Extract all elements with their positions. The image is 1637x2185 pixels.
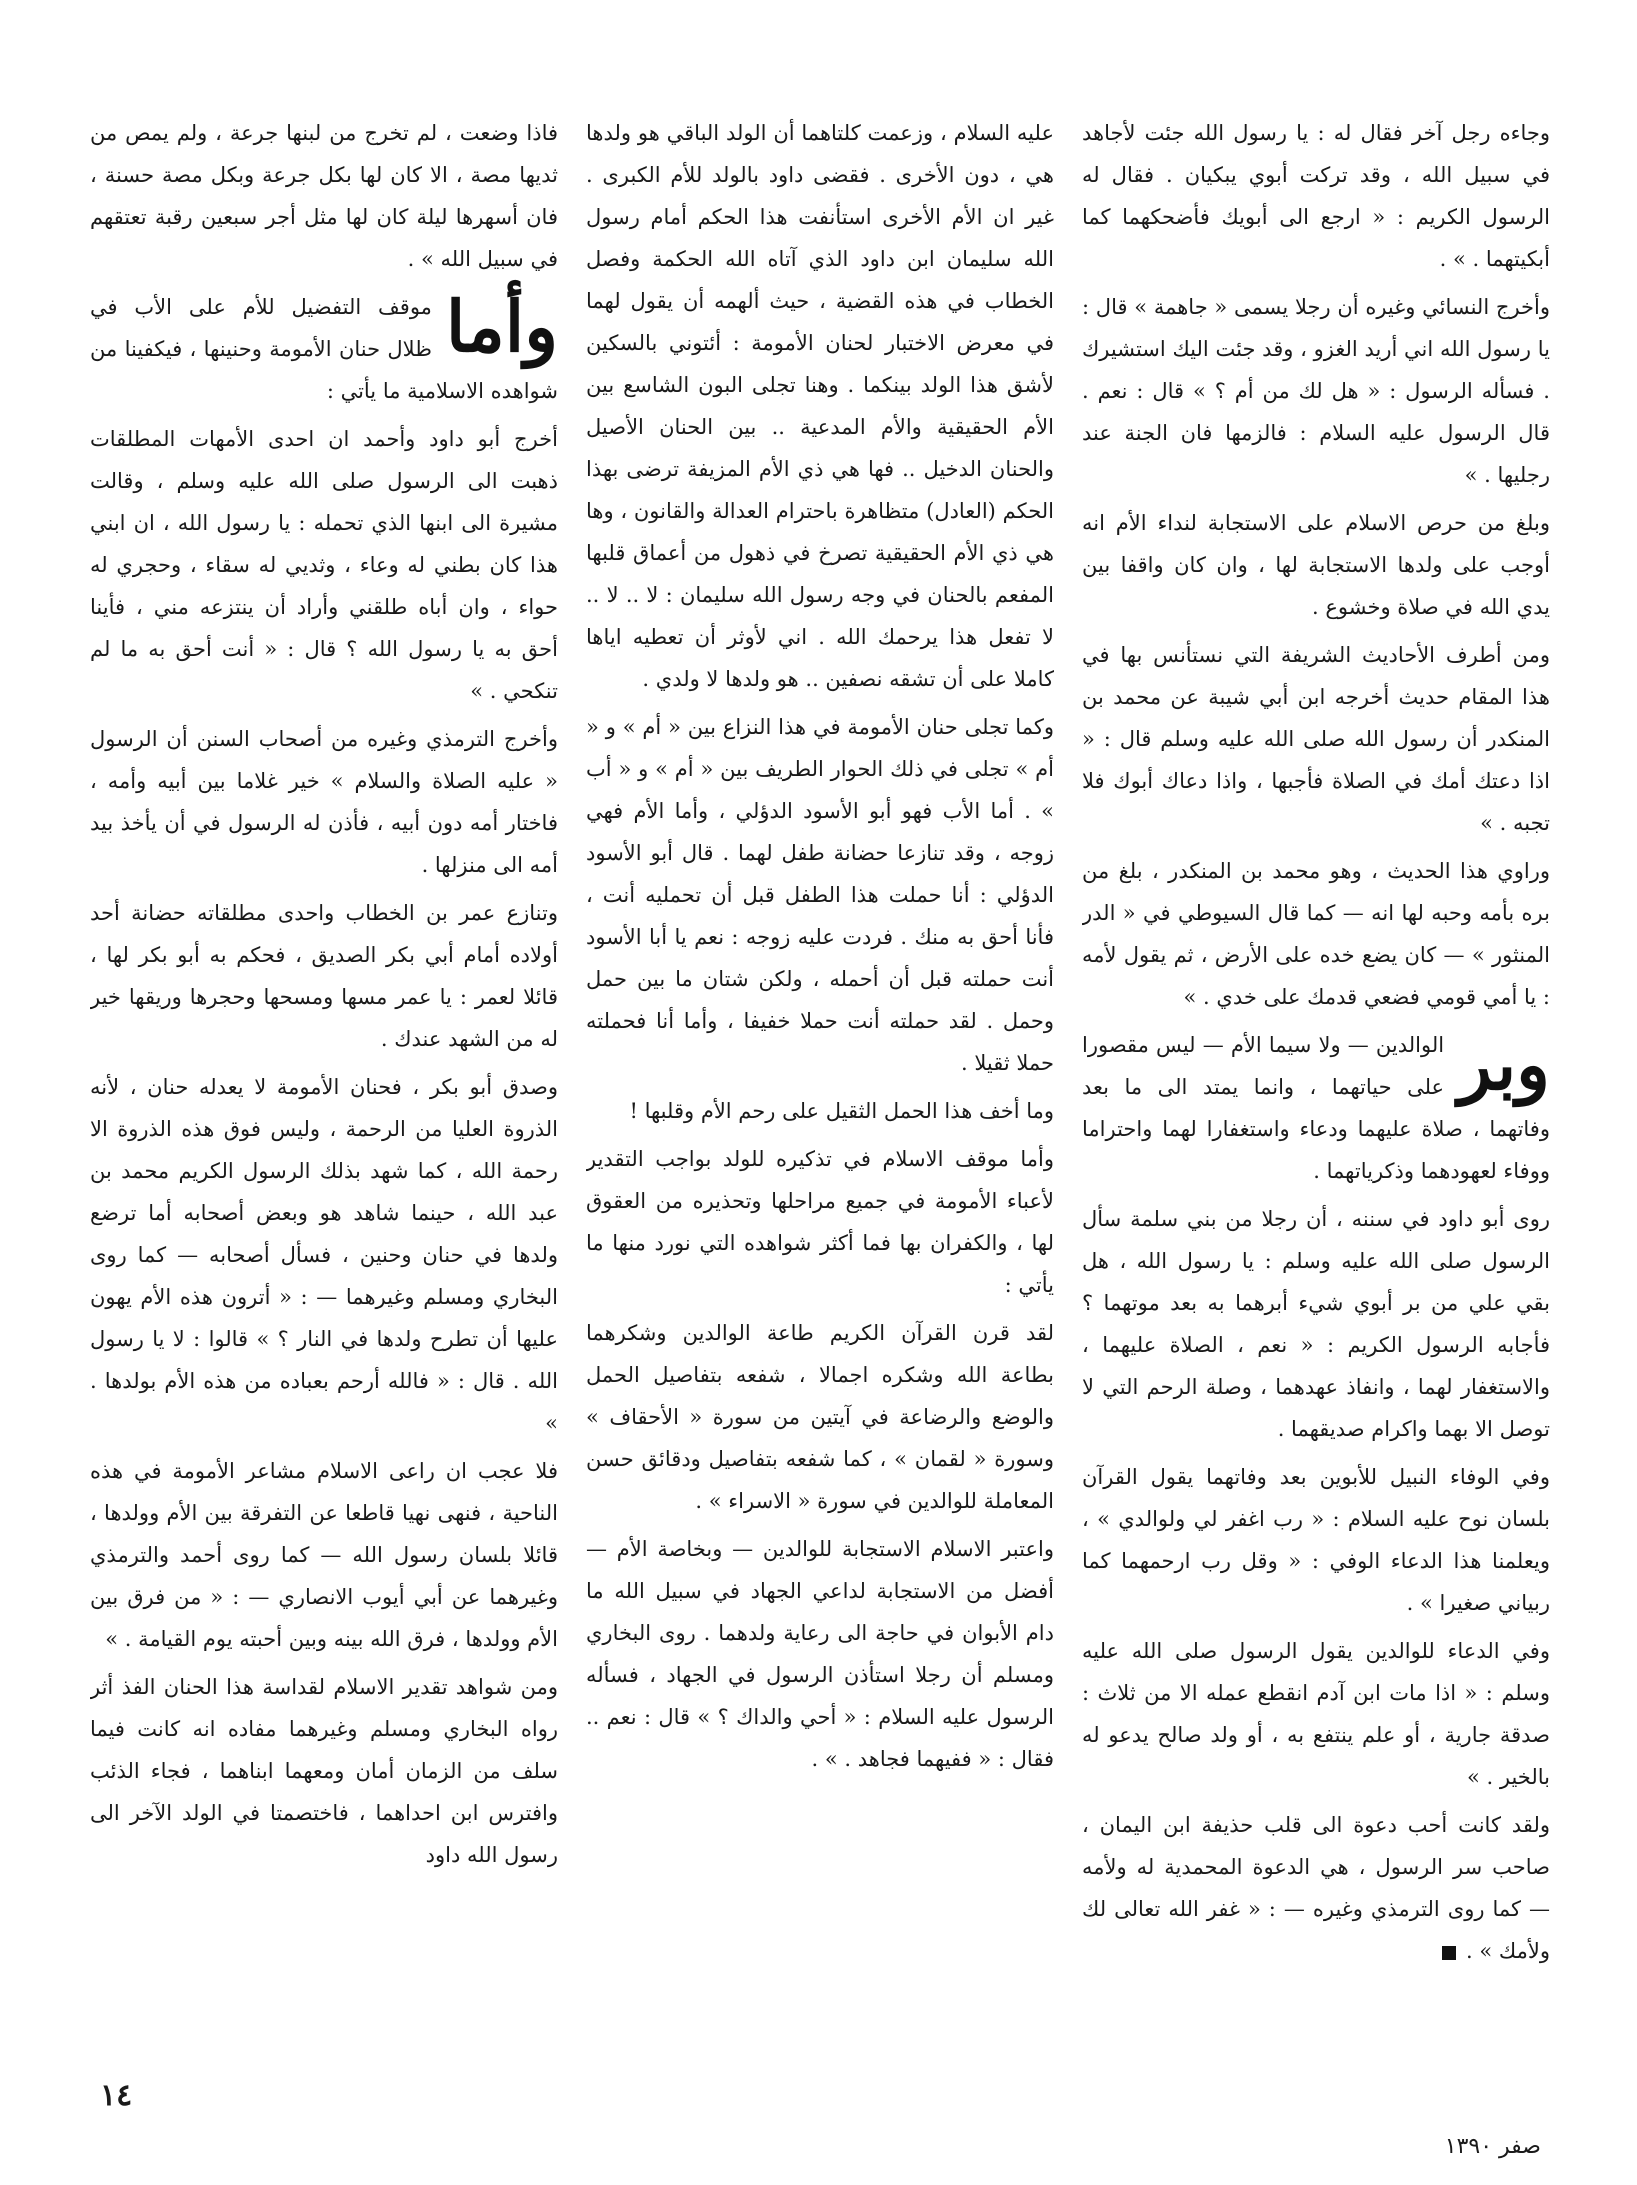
paragraph: أخرج أبو داود وأحمد ان احدى الأمهات المطلقات ذهبت الى الرسول صلى الله عليه وسلم ، وقالت مشيرة الى ابنها الذي تحمله : يا رسول الله ، ان ابني هذا كان بطني له وعاء ، وثديي له سقاء ، وحجري له حواء ، وان أباه طلقني وأراد أن ينتزعه مني ، فأينا أحق به يا رسول الله ؟ قال : « أنت أحق به ما لم تنكحي . »	[90, 427, 558, 703]
paragraph: وجاءه رجل آخر فقال له : يا رسول الله جئت لأجاهد في سبيل الله ، وقد تركت أبوي يبكيان . فقال له الرسول الكريم : « ارجع الى أبويك فأضحكهما كما أبكيتهما . » .	[1082, 121, 1550, 271]
paragraph: وأخرج الترمذي وغيره من أصحاب السنن أن الرسول « عليه الصلاة والسلام » خير غلاما بين أبيه وأمه ، فاختار أمه دون أبيه ، فأذن له الرسول في أن يأخذ بيد أمه الى منزلها .	[90, 727, 558, 877]
paragraph: واعتبر الاسلام الاستجابة للوالدين — وبخاصة الأم — أفضل من الاستجابة لداعي الجهاد في سبيل الله ما دام الأبوان في حاجة الى رعاية ولدهما . روى البخاري ومسلم أن رجلا استأذن الرسول في الجهاد ، فسأله الرسول عليه السلام : « أحي والداك ؟ » قال : نعم .. فقال : « ففيهما فجاهد . » .	[586, 1537, 1054, 1771]
paragraph-with-dropcap	[90, 286, 558, 412]
paragraph: روى أبو داود في سننه ، أن رجلا من بني سلمة سأل الرسول صلى الله عليه وسلم : يا رسول الله ، هل بقي علي من بر أبوي شيء أبرهما به بعد موتهما ؟ فأجابه الرسول الكريم : « نعم ، الصلاة عليهما ، والاستغفار لهما ، وانفاذ عهدهما ، وصلة الرحم التي لا توصل الا بهما واكرام صديقهما .	[1082, 1207, 1550, 1441]
paragraph: وأخرج النسائي وغيره أن رجلا يسمى « جاهمة » قال : يا رسول الله اني أريد الغزو ، وقد جئت اليك استشيرك . فسأله الرسول : « هل لك من أم ؟ » قال : نعم . قال الرسول عليه السلام : فالزمها فان الجنة عند رجليها . »	[1082, 295, 1550, 487]
dropcap-word: وبر	[1458, 1023, 1550, 1106]
paragraph: وكما تجلى حنان الأمومة في هذا النزاع بين « أم » و « أم » تجلى في ذلك الحوار الطريف بين « أم » و « أب » . أما الأب فهو أبو الأسود الدؤلي ، وأما الأم فهي زوجه ، وقد تنازعا حضانة طفل لهما . قال أبو الأسود الدؤلي : أنا حملت هذا الطفل قبل أن تحمليه أنت ، فأنا أحق به منك . فردت عليه زوجه : نعم يا أبا الأسود أنت حملته قبل أن أحمله ، ولكن شتان ما بين حمل وحمل . لقد حملته أنت حملا خفيفا ، وأما أنا فحملته حملا ثقيلا .	[586, 715, 1054, 1075]
paragraph: وما أخف هذا الحمل الثقيل على رحم الأم وقلبها !	[629, 1099, 1054, 1123]
article-columns	[90, 112, 1550, 2042]
paragraph: وتنازع عمر بن الخطاب واحدى مطلقاته حضانة أحد أولاده أمام أبي بكر الصديق ، فحكم به أبو بكر لها ، قائلا لعمر : يا عمر مسها ومسحها وحجرها وريقها خير له من الشهد عندك .	[90, 901, 558, 1051]
column-left	[1082, 112, 1550, 2042]
paragraph: وصدق أبو بكر ، فحنان الأمومة لا يعدله حنان ، لأنه الذروة العليا من الرحمة ، وليس فوق هذه الذروة الا رحمة الله ، كما شهد بذلك الرسول الكريم محمد بن عبد الله ، حينما شاهد هو وبعض أصحابه أما ترضع ولدها في حنان وحنين ، فسأل أصحابه — كما روى البخاري ومسلم وغيرهما — : « أترون هذه الأم يهون عليها أن تطرح ولدها في النار ؟ » قالوا : لا يا رسول الله . قال : « فالله أرحم بعباده من هذه الأم بولدها . »	[90, 1075, 558, 1435]
paragraph: فلا عجب ان راعى الاسلام مشاعر الأمومة في هذه الناحية ، فنهى نهيا قاطعا عن التفرقة بين الأم وولدها ، قائلا بلسان رسول الله — كما روى أحمد والترمذي وغيرهما عن أبي أيوب الانصاري — : « من فرق بين الأم وولدها ، فرق الله بينه وبين أحبته يوم القيامة . »	[90, 1459, 558, 1651]
column-right	[90, 112, 558, 2042]
paragraph: فاذا وضعت ، لم تخرج من لبنها جرعة ، ولم يمص من ثديها مصة ، الا كان لها بكل جرعة وبكل مصة حسنة ، فان أسهرها ليلة كان لها مثل أجر سبعين رقبة تعتقهم في سبيل الله » .	[90, 121, 558, 271]
paragraph-text: ولقد كانت أحب دعوة الى قلب حذيفة ابن اليمان ، صاحب سر الرسول ، هي الدعوة المحمدية له ولأمه — كما روى الترمذي وغيره — : « غفر الله تعالى لك ولأمك » .	[1082, 1813, 1550, 1963]
paragraph: ومن شواهد تقدير الاسلام لقداسة هذا الحنان الفذ أثر رواه البخاري ومسلم وغيرهما مفاده انه كانت فيما سلف من الزمان أمان ومعهما ابناهما ، فجاء الذئب وافترس ابن احداهما ، فاختصمتا في الولد الآخر الى رسول الله داود	[90, 1675, 558, 1867]
end-of-article-square-icon	[1442, 1946, 1456, 1960]
paragraph: ومن أطرف الأحاديث الشريفة التي نستأنس بها في هذا المقام حديث أخرجه ابن أبي شيبة عن محمد بن المنكدر أن رسول الله صلى الله عليه وسلم قال : « اذا دعتك أمك في الصلاة فأجبها ، واذا دعاك أبوك فلا تجبه . »	[1082, 643, 1550, 835]
paragraph: عليه السلام ، وزعمت كلتاهما أن الولد الباقي هو ولدها هي ، دون الأخرى . فقضى داود بالولد للأم الكبرى . غير ان الأم الأخرى استأنفت هذا الحكم أمام رسول الله سليمان ابن داود الذي آتاه الله الحكمة وفصل الخطاب في هذه القضية ، حيث ألهمه أن يقول لهما في معرض الاختبار لحنان الأمومة : أئتوني بالسكين لأشق هذا الولد بينكما . وهنا تجلى البون الشاسع بين الأم الحقيقية والأم المدعية .. بين الحنان الأصيل والحنان الدخيل .. فها هي ذي الأم المزيفة ترضى بهذا الحكم (العادل) متظاهرة باحترام العدالة والقانون ، وها هي ذي الأم الحقيقية تصرخ في ذهول من أعماق قلبها المفعم بالحنان في وجه رسول الله سليمان : لا .. لا .. لا تفعل هذا يرحمك الله . اني لأوثر أن تعطيه اياها كاملا على أن تشقه نصفين .. هو ولدها لا ولدي .	[586, 121, 1054, 691]
paragraph: وراوي هذا الحديث ، وهو محمد بن المنكدر ، بلغ من بره بأمه وحبه لها انه — كما قال السيوطي في « الدر المنثور » — كان يضع خده على الأرض ، ثم يقول لأمه : يا أمي قومي فضعي قدمك على خدي . »	[1082, 859, 1550, 1009]
paragraph: لقد قرن القرآن الكريم طاعة الوالدين وشكرهما بطاعة الله وشكره اجمالا ، شفعه بتفاصيل الحمل والوضع والرضاعة في آيتين من سورة « الأحقاف » وسورة « لقمان » ، كما شفعه بتفاصيل ودقائق حسن المعاملة للوالدين في سورة « الاسراء » .	[586, 1321, 1054, 1513]
paragraph-with-dropcap	[1082, 1024, 1550, 1192]
issue-date: صفر ١٣٩٠	[1444, 2134, 1541, 2159]
dropcap-word: وأما	[445, 285, 558, 368]
column-middle	[586, 112, 1054, 2042]
paragraph-text: الوالدين — ولا سيما الأم — ليس مقصورا على حياتهما ، وانما يمتد الى ما بعد وفاتهما ، صلاة عليهما ودعاء واستغفارا لهما واحتراما ووفاء لعهودهما وذكرياتهما .	[1082, 1033, 1550, 1183]
page-number: ١٤	[100, 2078, 133, 2113]
paragraph: وفي الدعاء للوالدين يقول الرسول صلى الله عليه وسلم : « اذا مات ابن آدم انقطع عمله الا من ثلاث : صدقة جارية ، أو علم ينتفع به ، أو ولد صالح يدعو له بالخير . »	[1082, 1639, 1550, 1789]
paragraph: وأما موقف الاسلام في تذكيره للولد بواجب التقدير لأعباء الأمومة في جميع مراحلها وتحذيره من العقوق لها ، والكفران بها فما أكثر شواهده التي نورد منها ما يأتي :	[586, 1147, 1054, 1297]
paragraph: وبلغ من حرص الاسلام على الاستجابة لنداء الأم انه أوجب على ولدها الاستجابة لها ، وان كان واقفا بين يدي الله في صلاة وخشوع .	[1082, 511, 1550, 619]
paragraph-final	[1082, 1804, 1550, 1972]
paragraph-text: موقف التفضيل للأم على الأب في ظلال حنان الأمومة وحنينها ، فيكفينا من شواهده الاسلامية ما يأتي :	[90, 295, 558, 403]
paragraph: وفي الوفاء النبيل للأبوين بعد وفاتهما يقول القرآن بلسان نوح عليه السلام : « رب اغفر لي ولوالدي » ، ويعلمنا هذا الدعاء الوفي : « وقل رب ارحمهما كما ربياني صغيرا » .	[1082, 1465, 1550, 1615]
